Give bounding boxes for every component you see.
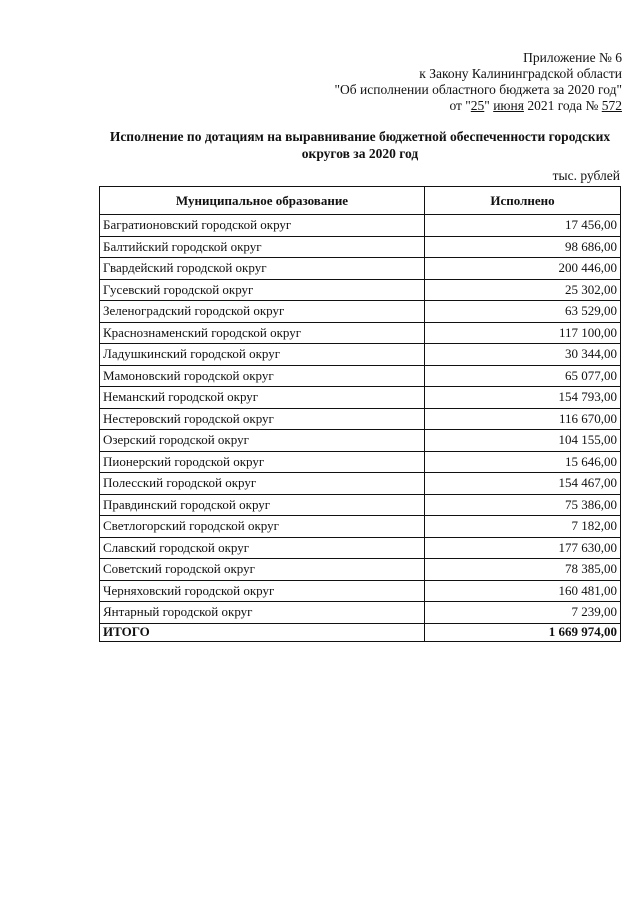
law-date: [335, 98, 622, 114]
municipality-name: Мамоновский городской округ: [100, 365, 425, 387]
table-row: [100, 602, 621, 624]
municipality-name: Нестеровский городской округ: [100, 408, 425, 430]
executed-amount: 104 155,00: [425, 430, 621, 452]
table-row: [100, 322, 621, 344]
table-row: [100, 451, 621, 473]
executed-amount: 15 646,00: [425, 451, 621, 473]
municipality-name: Янтарный городской округ: [100, 602, 425, 624]
table-row: [100, 236, 621, 258]
appendix-number: Приложение № 6: [523, 50, 622, 65]
municipality-name: Ладушкинский городской округ: [100, 344, 425, 366]
municipality-name: Советский городской округ: [100, 559, 425, 581]
table-row: [100, 537, 621, 559]
date-prefix: от ": [449, 98, 471, 113]
executed-amount: 75 386,00: [425, 494, 621, 516]
document-title: Исполнение по дотациям на выравнивание бюджетной обеспеченности городских округов за 2020 год: [109, 129, 611, 161]
table-row: [100, 559, 621, 581]
law-title: "Об исполнении областного бюджета за 2020 год": [334, 82, 622, 97]
executed-amount: 25 302,00: [425, 279, 621, 301]
municipality-name: Озерский городской округ: [100, 430, 425, 452]
budget-table: [99, 186, 621, 642]
municipality-name: Зеленоградский городской округ: [100, 301, 425, 323]
date-month: июня: [493, 98, 524, 113]
table-row: [100, 430, 621, 452]
date-year: 2021 года №: [523, 98, 602, 113]
executed-amount: 116 670,00: [425, 408, 621, 430]
table-row: [100, 258, 621, 280]
table-row: [100, 516, 621, 538]
date-mid: ": [484, 98, 494, 113]
column-header-municipality: Муниципальное образование: [100, 187, 425, 215]
municipality-name: Гвардейский городской округ: [100, 258, 425, 280]
table-row: [100, 494, 621, 516]
executed-amount: 30 344,00: [425, 344, 621, 366]
executed-amount: 17 456,00: [425, 215, 621, 237]
executed-amount: 154 467,00: [425, 473, 621, 495]
units-label: тыс. рублей: [552, 168, 620, 183]
date-day: 25: [470, 98, 485, 113]
total-value: 1 669 974,00: [425, 623, 621, 641]
municipality-name: Балтийский городской округ: [100, 236, 425, 258]
municipality-name: Светлогорский городской округ: [100, 516, 425, 538]
table-row: [100, 473, 621, 495]
law-number: 572: [601, 98, 622, 113]
table-header-row: [100, 187, 621, 215]
total-row: [100, 623, 621, 641]
law-reference: к Закону Калининградской области: [419, 66, 622, 81]
executed-amount: 98 686,00: [425, 236, 621, 258]
total-label: ИТОГО: [100, 623, 425, 641]
municipality-name: Багратионовский городской округ: [100, 215, 425, 237]
municipality-name: Пионерский городской округ: [100, 451, 425, 473]
table-row: [100, 387, 621, 409]
executed-amount: 78 385,00: [425, 559, 621, 581]
executed-amount: 154 793,00: [425, 387, 621, 409]
municipality-name: Славский городской округ: [100, 537, 425, 559]
table-row: [100, 580, 621, 602]
municipality-name: Гусевский городской округ: [100, 279, 425, 301]
column-header-executed: Исполнено: [425, 187, 621, 215]
table-row: [100, 215, 621, 237]
executed-amount: 160 481,00: [425, 580, 621, 602]
executed-amount: 200 446,00: [425, 258, 621, 280]
table-row: [100, 301, 621, 323]
executed-amount: 65 077,00: [425, 365, 621, 387]
executed-amount: 7 239,00: [425, 602, 621, 624]
table-row: [100, 365, 621, 387]
table-row: [100, 344, 621, 366]
table-row: [100, 279, 621, 301]
table-row: [100, 408, 621, 430]
municipality-name: Неманский городской округ: [100, 387, 425, 409]
municipality-name: Полесский городской округ: [100, 473, 425, 495]
executed-amount: 63 529,00: [425, 301, 621, 323]
executed-amount: 117 100,00: [425, 322, 621, 344]
document-header: [335, 50, 622, 114]
executed-amount: 7 182,00: [425, 516, 621, 538]
municipality-name: Черняховский городской округ: [100, 580, 425, 602]
executed-amount: 177 630,00: [425, 537, 621, 559]
municipality-name: Правдинский городской округ: [100, 494, 425, 516]
municipality-name: Краснознаменский городской округ: [100, 322, 425, 344]
